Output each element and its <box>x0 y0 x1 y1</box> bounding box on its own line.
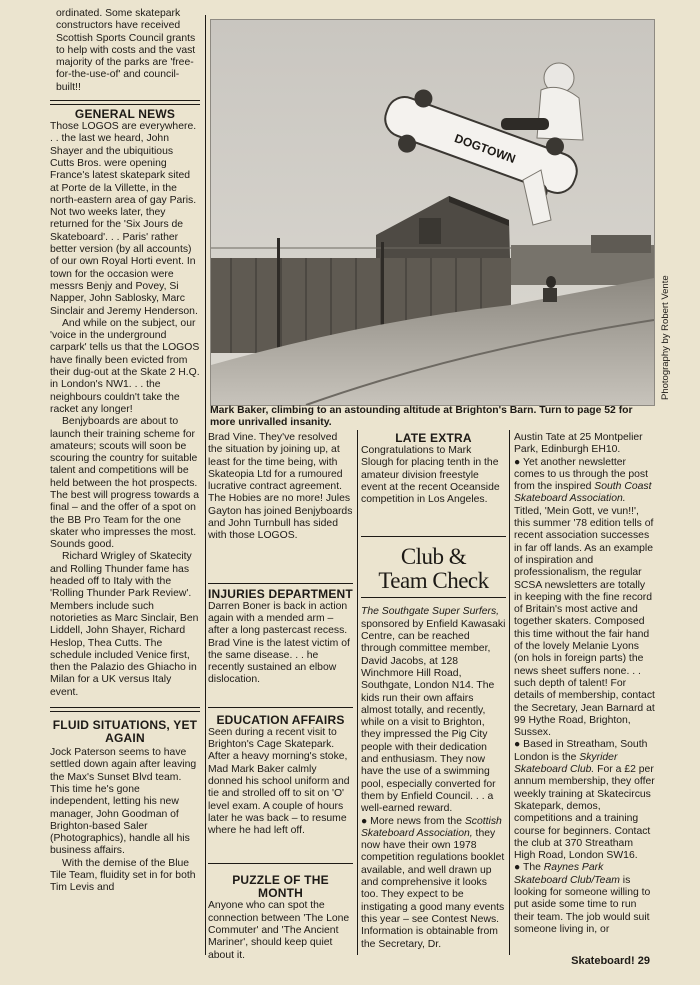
club-name: South Coast Skateboard Association. <box>514 481 652 505</box>
column-rule <box>357 430 358 955</box>
fluid-situations-paragraph: With the demise of the Blue Tile Team, fluidity set in for both Tim Levis and <box>50 857 196 894</box>
general-news-heading: GENERAL NEWS <box>74 107 176 122</box>
page-number: 29 <box>637 955 650 967</box>
club-paragraph-text: More news from the <box>370 815 465 827</box>
club-lead: The Southgate Super Surfers, <box>361 606 500 618</box>
column-2 <box>208 432 353 962</box>
club-paragraph-text: is looking for someone willing to put aside some time to run their team. The job would suit someone living in, or <box>514 874 651 935</box>
column-2-intro: Brad Vine. They've resolved the situation by joining up, at least for the time being, with Skateopia Ltd for a rumoured lucrative contract agreement. The Hobies are no more! Jules Gayton has joined Benjyboards and John Turnbull has sided with those LOGOS. <box>208 432 353 542</box>
club-paragraph-text: sponsored by Enfield Kawasaki Centre, can be reached through committee member, David Jacobs, at 128 Winchmore Hill Road, Southgate, London N14. The kids run their own affairs almost totally, and recently, while on a visit to Brighton, they impressed the Pig City people with their dedication and enthusiasm. They now have the use of a swimming pool, especially converted for them by Enfield Council. . . a well-earned reward. <box>361 618 506 815</box>
general-news-paragraph: And while on the subject, our 'voice in the underground carpark' tells us that the LOGOS have finally been evicted from their dug-out at the Skate 2 H.Q. in London's NW1. . . the neighbours couldn't take the racket any longer! <box>50 317 200 415</box>
skateboard-photo <box>210 19 655 406</box>
fluid-situations-heading: FLUID SITUATIONS, YET AGAIN <box>52 718 198 746</box>
photo-caption: Mark Baker, climbing to an astounding altitude at Brighton's Barn. Turn to page 52 for more unrivalled insanity. <box>210 405 633 429</box>
magazine-name: Skateboard! <box>571 955 635 967</box>
column-1 <box>50 8 200 895</box>
section-divider <box>208 583 353 584</box>
club-paragraph-text: Yet another newsletter comes to us through the post from the inspired <box>514 456 649 493</box>
club-paragraph: ● Based in Streatham, South London is the Skyrider Skateboard Club. For a £2 per annum membership, they offer weekly training at Skatecircus Skatepark, demos, competitions and a training course for beginners. Contact the club at 370 Streatham High Road, London SW16. <box>514 739 655 862</box>
club-paragraph-text: The <box>522 862 544 874</box>
general-news-paragraph: Richard Wrigley of Skatecity and Rolling Thunder fame has headed off to Italy with the 'Rolling Thunder Park Review'. Members include such notorieties as Marc Sinclair, Ben Liddell, John Shayer, Richard Heslop, Thea Cutts. The schedule included Venice first, then the Palazio des Ghiacho in Milan for a UK versus Italy event. <box>50 551 199 698</box>
club-title-line: Club & <box>400 544 467 570</box>
section-divider <box>50 707 200 712</box>
column-4 <box>514 432 656 936</box>
club-team-check-title <box>361 545 506 593</box>
club-name: Skyrider Skateboard Club. <box>514 751 618 776</box>
section-divider <box>208 707 353 708</box>
club-paragraph-text: they now have their own 1978 competition regulations booklet available, and well drawn up and comprehensive it looks too. They expect to be instigating a good many events this year – see Contest News. Information is obtainable from the Secretary, Dr. <box>361 827 505 950</box>
fluid-situations-paragraph: Jock Paterson seems to have settled down again after leaving the Max's Sunset Blvd team. This time he's gone independent, letting his new manager, John Goodman of Brighton-based Saler (Photographics), handle all his business affairs. <box>50 747 197 857</box>
general-news-paragraph: Benjyboards are about to launch their training scheme for amateurs; scouts will soon be scouring the country for suitable talent and competitions will be held between the hot prospects. The best will progress towards a final – and the offer of a spot on the BB Pro Team for the one skater who impresses the most. Sounds good. <box>50 416 199 551</box>
injuries-heading: INJURIES DEPARTMENT <box>208 586 353 601</box>
club-paragraph: ● Yet another newsletter comes to us through the post from the inspired South Coast Skateboard Association. Titled, 'Mein Gott, ve vun!!', this summer '78 edition tells of recent association successes in far off lands. As an example of inspiration and professionalism, the regular SCSA newsletters are totally in keeping with the fine record of Britain's most active and together skaters. Composed this time without the fair hand of the lovely Melanie Lyons (on hols in foreign parts) the news sheet suffers none. . . such depth of talent! For details of membership, contact the Secretary, Jean Barnard at 99 Hythe Road, Brighton, Sussex. <box>514 456 655 739</box>
club-name: Raynes Park Skateboard Club/Team <box>514 862 620 886</box>
column-1-intro: ordinated. Some skatepark constructors have received Scottish Sports Council grants to help with costs and the vast majority of the parks are 'free-for-the-use-of' and council-built!! <box>56 8 196 93</box>
board-graphic-text: DOGTOWN <box>452 131 518 167</box>
column-rule <box>205 15 206 955</box>
column-rule <box>509 430 510 955</box>
club-paragraph <box>361 606 506 815</box>
page-footer <box>571 955 650 967</box>
club-paragraph-text: Based in Streatham, South London is the <box>514 739 648 763</box>
general-news-paragraph: Those LOGOS are everywhere. . . the last we heard, John Shayer and the ubiquitious Cutts Bros. were opening France's latest skatepark sited at Porte de la Villette, in the north-eastern area of gay Paris. Not two weeks later, they returned for the 'Six Jours de Skateboard'. . . Paris' rather better version (by all accounts) of our own Royal Horti event. In town for the occasion were messrs Benjy and Povey, Si Napper, John Sablosky, Marc Sinclair and Jeremy Henderson. <box>50 121 198 317</box>
club-paragraph-text: For a £2 per annum membership, they offer weekly training at Skatecircus Skatepark, demos, competitions and a training course for beginners. Contact the club at 370 Streatham High Road, London SW16. <box>514 764 655 862</box>
late-extra-body: Congratulations to Mark Slough for placing tenth in the amateur division freestyle event at the recent Oceanside competition in Los Angeles. <box>361 445 500 506</box>
puzzle-body: Anyone who can spot the connection between 'The Lone Commuter' and 'The Ancient Mariner', should keep quiet about it. <box>208 900 350 961</box>
column-4-intro: Austin Tate at 25 Montpelier Park, Edinburgh EH10. <box>514 432 643 456</box>
section-divider <box>50 100 200 105</box>
section-divider <box>361 536 506 537</box>
club-name: Scottish Skateboard Association, <box>361 815 502 839</box>
club-paragraph: ● The Raynes Park Skateboard Club/Team is looking for someone willing to put aside some time to run their team. The job would suit someone living in, or <box>514 862 651 935</box>
club-paragraph-text: Titled, 'Mein Gott, ve vun!!', this summer '78 edition tells of recent association successes in far off lands. As an example of inspiration and professionalism, the regular SCSA newsletters are totally in keeping with the fine record of Britain's most active and together skaters. Composed this time without the fair hand of the lovely Melanie Lyons (on hols in foreign parts) the news sheet suffers none. . . such depth of talent! For details of membership, contact the Secretary, Jean Barnard at 99 Hythe Road, Brighton, Sussex. <box>514 505 655 739</box>
education-heading: EDUCATION AFFAIRS <box>216 712 345 727</box>
education-body: Seen during a recent visit to Brighton's Cage Skatepark. After a heavy morning's stoke, Mad Mark Baker calmly donned his school uniform and tie and strolled off to sit on 'O' level exam. A couple of hours later he was back – to resume where he had left off. <box>208 726 350 837</box>
injuries-body: Darren Boner is back in action again with a mended arm – after a long pastercast recess. Brad Vine is the latest victim of the same disease. . . he recently sustained an elbow dislocation. <box>208 600 350 686</box>
column-3 <box>361 432 506 951</box>
club-title-line: Team Check <box>378 568 489 594</box>
puzzle-heading: PUZZLE OF THE MONTH <box>232 873 329 901</box>
late-extra-heading: LATE EXTRA <box>395 431 472 445</box>
photo-credit: Photography by Robert Vente <box>660 275 671 400</box>
club-paragraph: ● More news from the Scottish Skateboard Association, they now have their own 1978 competition regulations booklet available, and well drawn up and comprehensive it looks too. They expect to be instigating a good many events this year – see Contest News. Information is obtainable from the Secretary, Dr. <box>361 815 505 950</box>
section-divider <box>208 863 353 864</box>
photo-illustration <box>211 20 654 405</box>
section-divider <box>361 597 506 598</box>
